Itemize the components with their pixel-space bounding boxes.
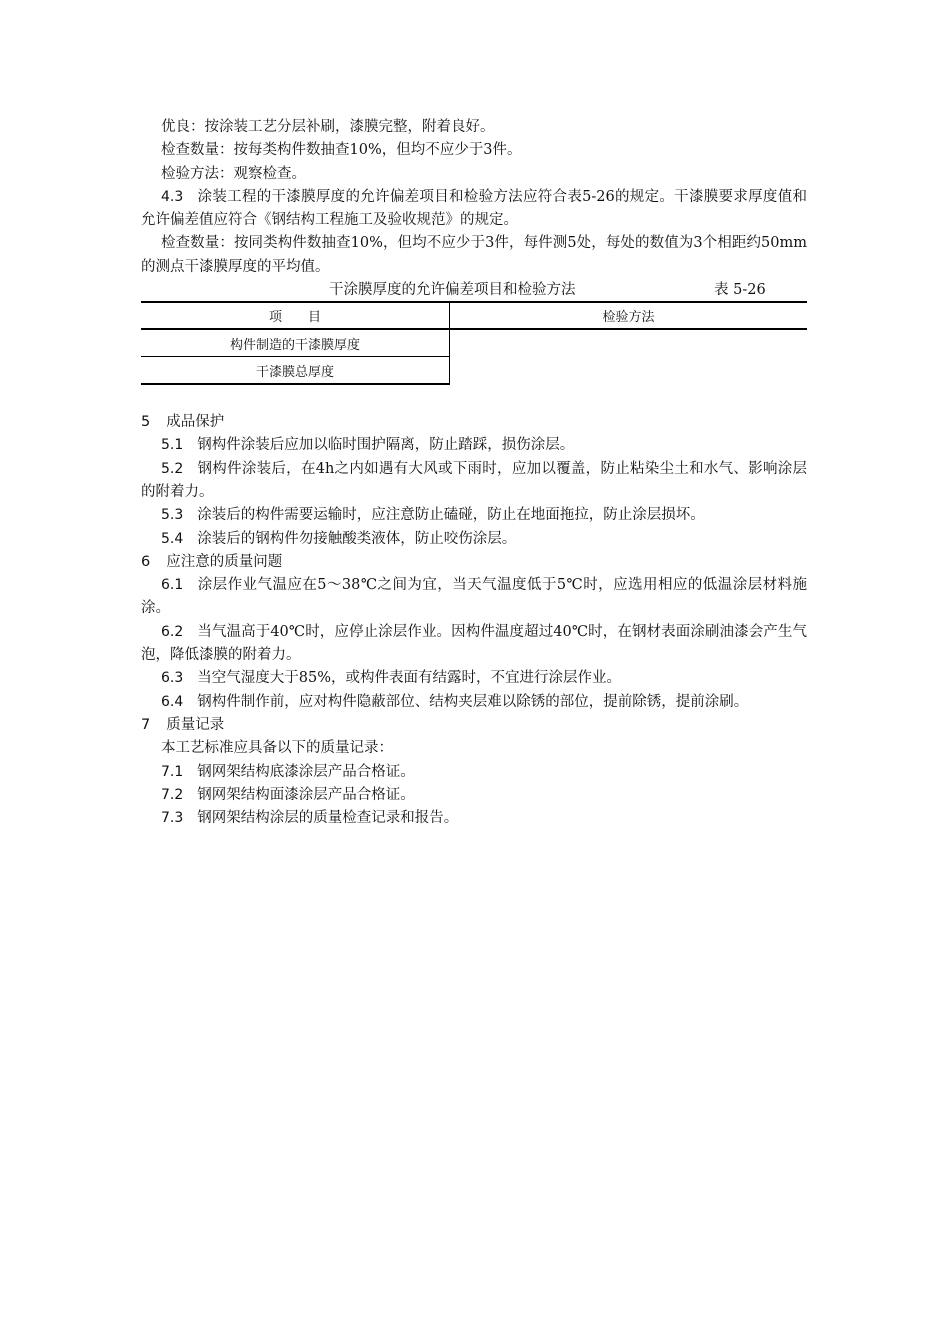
item-6-4: 6.4 钢构件制作前，应对构件隐蔽部位、结构夹层难以除锈的部位，提前除锈，提前涂刷。 — [161, 693, 749, 710]
table-number: 表 5-26 — [714, 282, 766, 299]
tolerance-table — [141, 301, 807, 385]
item-7-2: 7.2 钢网架结构面漆涂层产品合格证。 — [161, 786, 415, 803]
cell-method — [450, 329, 808, 384]
cell-item: 构件制造的干漆膜厚度 — [141, 329, 450, 357]
header-method: 检验方法 — [450, 302, 808, 329]
paragraph-inspection-quantity-2: 检查数量：按同类构件数抽查10%，但均不应少于3件，每件测5处，每处的数值为3个相距约50mm的测点干漆膜厚度的平均值。 — [141, 235, 807, 275]
item-5-2: 5.2 钢构件涂装后，在4h之内如遇有大风或下雨时，应加以覆盖，防止粘染尘土和水气、影响涂层的附着力。 — [141, 460, 807, 500]
item-7-3: 7.3 钢网架结构涂层的质量检查记录和报告。 — [161, 810, 459, 827]
item-5-3: 5.3 涂装后的构件需要运输时，应注意防止磕碰，防止在地面拖拉，防止涂层损坏。 — [161, 507, 705, 524]
document-page — [141, 116, 807, 830]
item-5-4: 5.4 涂装后的钢构件勿接触酸类液体，防止咬伤涂层。 — [161, 530, 517, 547]
item-6-2: 6.2 当气温高于40℃时，应停止涂层作业。因构件温度超过40℃时，在钢材表面涂刷油漆会产生气泡，降低漆膜的附着力。 — [141, 623, 807, 664]
table-title: 干涂膜厚度的允许偏差项目和检验方法 — [329, 282, 576, 299]
section-7-intro: 本工艺标准应具备以下的质量记录： — [161, 740, 393, 757]
section-7-heading: 7 质量记录 — [141, 716, 225, 733]
paragraph-excellent: 优良：按涂装工艺分层补刷，漆膜完整，附着良好。 — [161, 119, 495, 135]
item-6-3: 6.3 当空气湿度大于85%，或构件表面有结露时，不宜进行涂层作业。 — [161, 670, 621, 687]
header-item: 项 目 — [141, 302, 450, 329]
table-row — [141, 329, 807, 357]
paragraph-inspection-quantity: 检查数量：按每类构件数抽查10%，但均不应少于3件。 — [161, 142, 522, 159]
item-number: 4.3 — [161, 188, 184, 205]
section-5-heading: 5 成品保护 — [141, 414, 225, 431]
item-4-3 — [141, 186, 807, 233]
paragraph-inspection-method: 检验方法：观察检查。 — [161, 165, 306, 182]
cell-item: 干漆膜总厚度 — [141, 357, 450, 385]
item-5-1: 5.1 钢构件涂装后应加以临时围护隔离，防止踏踩，损伤涂层。 — [161, 437, 575, 454]
table-caption — [141, 279, 807, 301]
section-6-heading: 6 应注意的质量问题 — [141, 553, 283, 570]
item-7-1: 7.1 钢网架结构底漆涂层产品合格证。 — [161, 763, 415, 780]
item-text: 涂装工程的干漆膜厚度的允许偏差项目和检验方法应符合表5-26的规定。干漆膜要求厚度值和允许偏差值应符合《钢结构工程施工及验收规范》的规定。 — [141, 188, 807, 229]
item-6-1: 6.1 涂层作业气温应在5～38℃之间为宜，当天气温度低于5℃时，应选用相应的低温涂层材料施涂。 — [141, 577, 807, 617]
table-header-row — [141, 302, 807, 329]
